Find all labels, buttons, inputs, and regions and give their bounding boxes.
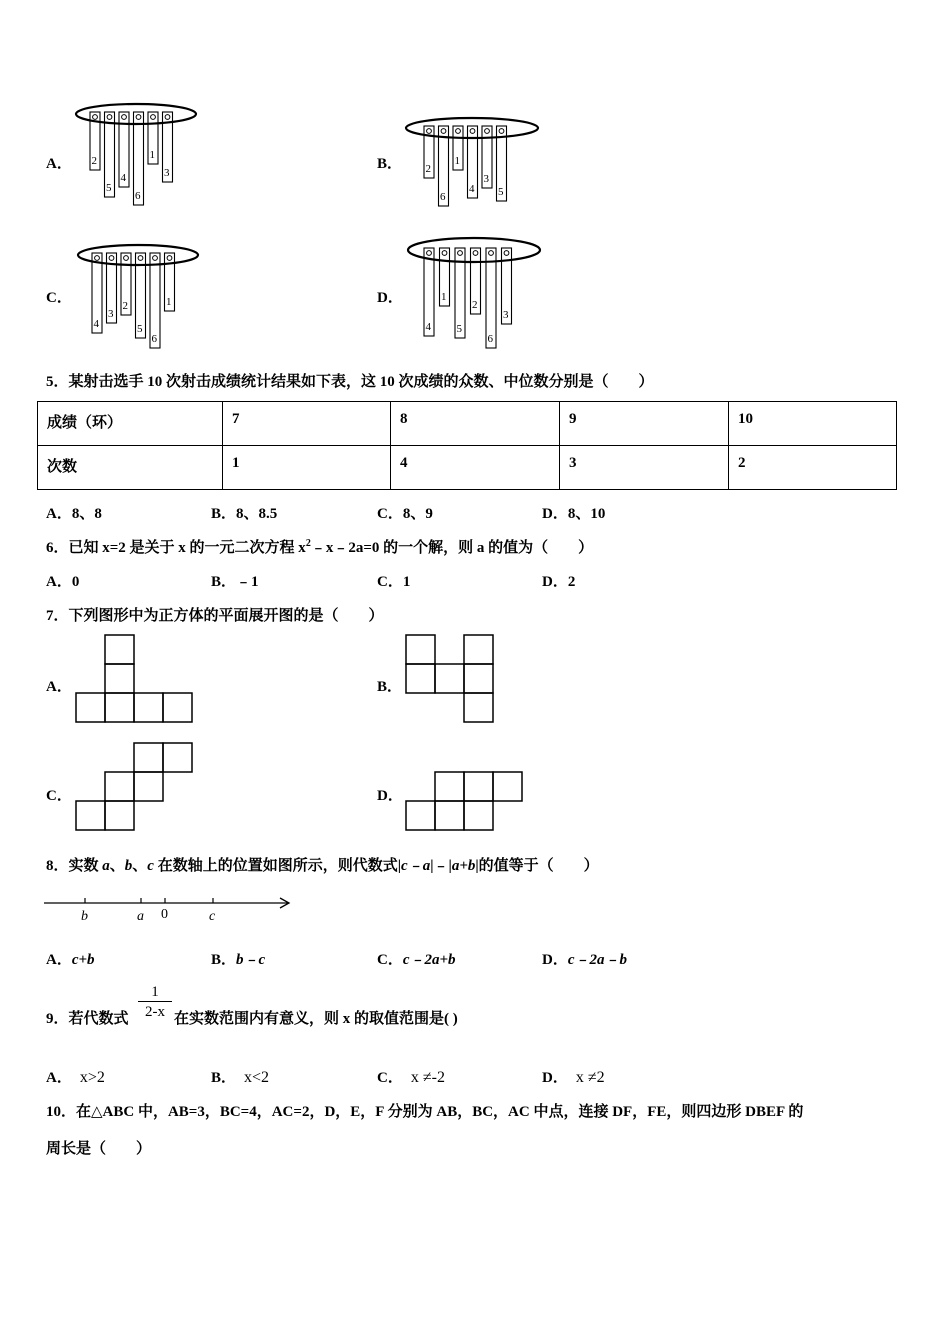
q5-option-d: D．8、10 xyxy=(542,506,606,522)
card-number: 1 xyxy=(441,291,447,303)
q8-stem: 8．实数 a、b、c 在数轴上的位置如图所示，则代数式|c﹣a|﹣|a+b|的值等于（ ） xyxy=(46,858,599,874)
q7-option-d-label: D． xyxy=(377,788,403,804)
card-number: 2 xyxy=(472,299,478,311)
axis-label-b: b xyxy=(81,909,88,924)
card-hole xyxy=(165,115,170,120)
card-hole xyxy=(107,115,112,120)
card-hole xyxy=(456,129,461,134)
q8-option-d: D．c﹣2a﹣b xyxy=(542,952,628,968)
q9-fraction-denominator: 2-x xyxy=(138,1001,172,1022)
card-number: 4 xyxy=(93,318,99,330)
q7-option-b-label: B． xyxy=(377,679,403,695)
q9-stem-post: 在实数范围内有意义，则 x 的取值范围是( ) xyxy=(174,1011,458,1027)
card-hole xyxy=(458,251,463,256)
axis-label-c: c xyxy=(209,909,216,924)
table-cell: 次数 xyxy=(38,446,223,490)
q9-fraction xyxy=(138,983,172,1022)
q10-stem-line2: 周长是（ ） xyxy=(46,1141,152,1157)
card-number: 6 xyxy=(135,190,141,202)
card-number: 6 xyxy=(487,333,493,345)
card-number: 4 xyxy=(120,172,126,184)
table-row xyxy=(38,446,897,490)
q9-option-a: A． x>2 xyxy=(46,1069,105,1086)
card-hole xyxy=(489,251,494,256)
table-row xyxy=(38,402,897,446)
table-cell: 2 xyxy=(729,446,897,490)
q9-fraction-numerator: 1 xyxy=(151,984,159,1000)
card-number: 6 xyxy=(151,333,157,345)
table-cell: 3 xyxy=(560,446,729,490)
q5-score-table xyxy=(37,401,897,490)
card-number: 3 xyxy=(503,309,509,321)
card-hole xyxy=(124,256,129,261)
card-number: 2 xyxy=(91,155,97,167)
card-hole xyxy=(95,256,100,261)
card-number: 1 xyxy=(149,149,155,161)
card-number: 6 xyxy=(440,191,446,203)
card-number: 3 xyxy=(108,308,114,320)
q9-option-b: B． x<2 xyxy=(211,1069,270,1086)
card-number: 3 xyxy=(164,167,170,179)
card-hole xyxy=(109,256,114,261)
card-hole xyxy=(138,256,143,261)
card-hole xyxy=(504,251,509,256)
q7-net-c xyxy=(75,742,195,832)
card-number: 2 xyxy=(122,300,128,312)
q5-stem: 5．某射击选手 10 次射击成绩统计结果如下表，这 10 次成绩的众数、中位数分别是（ ） xyxy=(46,374,654,390)
q6-option-d: D．2 xyxy=(542,574,576,590)
q6-option-c: C．1 xyxy=(377,574,411,590)
q7-net-d xyxy=(405,771,527,833)
q10-stem-line1: 10．在△ABC 中，AB=3，BC=4，AC=2，D，E，F 分别为 AB，BC，AC 中点，连接 DF，FE，则四边形 DBEF 的 xyxy=(46,1104,804,1120)
q7-option-a-label: A． xyxy=(46,679,72,695)
table-cell: 成绩（环） xyxy=(38,402,223,446)
table-cell: 7 xyxy=(223,402,391,446)
q6-option-a: A．0 xyxy=(46,574,80,590)
table-cell: 4 xyxy=(391,446,560,490)
q5-option-c: C．8、9 xyxy=(377,506,433,522)
q7-net-a xyxy=(75,634,195,724)
table-cell: 10 xyxy=(729,402,897,446)
q7-net-b xyxy=(405,634,497,724)
card-number: 5 xyxy=(137,323,143,335)
card-number: 1 xyxy=(454,155,460,167)
q6-stem: 6．已知 x=2 是关于 x 的一元二次方程 $x^2﹣x﹣2a=0$ 的一个解，则 a 的值为（ ） xyxy=(46,538,594,556)
axis-label-zero: 0 xyxy=(161,907,168,922)
card-hole xyxy=(470,129,475,134)
card-number: 5 xyxy=(498,186,504,198)
q4-option-d-label: D． xyxy=(377,290,403,306)
q6-option-b: B．﹣1 xyxy=(211,574,259,590)
q4-figure-c xyxy=(74,241,204,345)
card-number: 5 xyxy=(106,182,112,194)
card-number: 3 xyxy=(483,173,489,185)
q8-option-b: B．b﹣c xyxy=(211,952,266,968)
q4-figure-b xyxy=(402,114,542,204)
q9-stem-pre: 9．若代数式 xyxy=(46,1011,129,1027)
card-hole xyxy=(136,115,141,120)
card-hole xyxy=(93,115,98,120)
card-number: 5 xyxy=(456,323,462,335)
card-hole xyxy=(473,251,478,256)
card-hole xyxy=(427,251,432,256)
table-cell: 9 xyxy=(560,402,729,446)
table-cell: 8 xyxy=(391,402,560,446)
card-hole xyxy=(485,129,490,134)
card-hole xyxy=(441,129,446,134)
card-hole xyxy=(427,129,432,134)
card-hole xyxy=(153,256,158,261)
q4-option-a-label: A． xyxy=(46,156,72,172)
card-hole xyxy=(442,251,447,256)
q4-option-c-label: C． xyxy=(46,290,72,306)
q9-option-d: D． x ≠2 xyxy=(542,1069,605,1086)
card-hole xyxy=(122,115,127,120)
q9-option-c: C． x ≠-2 xyxy=(377,1069,445,1086)
card-number: 1 xyxy=(166,296,172,308)
q8-option-c: C．c﹣2a+b xyxy=(377,952,456,968)
axis-label-a: a xyxy=(137,909,144,924)
card-number: 4 xyxy=(425,321,431,333)
q8-option-a: A．c+b xyxy=(46,952,95,968)
table-cell: 1 xyxy=(223,446,391,490)
card-hole xyxy=(167,256,172,261)
q7-option-c-label: C． xyxy=(46,788,72,804)
q4-figure-d xyxy=(406,234,546,345)
q4-figure-a xyxy=(72,100,202,200)
card-number: 4 xyxy=(469,183,475,195)
card-hole xyxy=(499,129,504,134)
q5-option-a: A．8、8 xyxy=(46,506,102,522)
q5-option-b: B．8、8.5 xyxy=(211,506,278,522)
card-number: 2 xyxy=(425,163,431,175)
q8-number-line xyxy=(42,890,297,926)
q7-stem: 7．下列图形中为正方体的平面展开图的是（ ） xyxy=(46,608,384,624)
card-hole xyxy=(151,115,156,120)
q4-option-b-label: B． xyxy=(377,156,403,172)
